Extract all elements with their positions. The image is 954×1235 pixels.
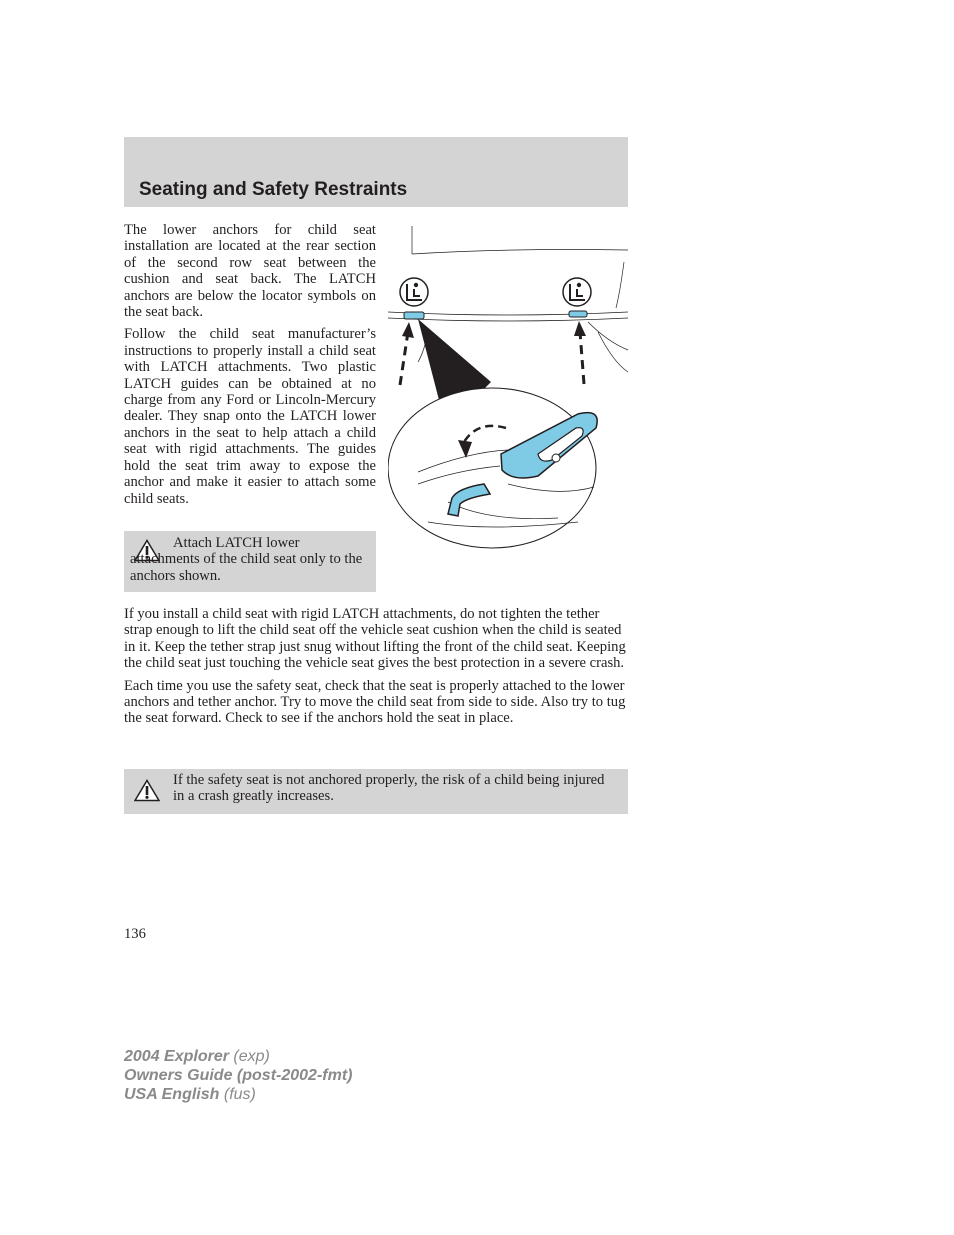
arrow-left-icon: [402, 322, 414, 338]
intro-column: [124, 222, 376, 513]
anchor-left: [404, 312, 424, 319]
locator-symbol-right: [563, 278, 591, 306]
body-paragraph-2: Each time you use the safety seat, check that the seat is properly attached to the lower anchors and tether anchor. Try to move the child seat from side to side. Also try to tug the seat forward. Check to see if the anchors hold the seat in place.: [124, 677, 626, 727]
warning-box-1: [124, 531, 376, 592]
intro-paragraph-2: Follow the child seat manufacturer’s instructions to properly install a child seat with LATCH attachments. Two plastic LATCH guides can be obtained at no charge from any Ford or Lincoln-Mercury dealer. They snap onto the LATCH lower anchors in the seat to help attach a child seat with rigid attachments. The guides hold the seat trim away to expose the anchor and make it easier to attach some child seats.: [124, 326, 376, 507]
footer-line-3: [124, 1085, 352, 1104]
footer-language: USA English: [124, 1086, 220, 1103]
anchor-right: [569, 311, 587, 317]
latch-anchor-illustration: [388, 222, 630, 554]
footer-language-code: (fus): [223, 1086, 256, 1103]
body-column: [124, 606, 630, 727]
page-number: 136: [124, 926, 146, 942]
warning-box-2: [124, 769, 628, 814]
footer-line-1: [124, 1047, 352, 1066]
section-title: Seating and Safety Restraints: [139, 179, 408, 200]
locator-symbol-left: [400, 278, 428, 306]
footer: [124, 1047, 352, 1104]
section-header-band: [124, 137, 628, 207]
warning-1-text: Attach LATCH lower attachments of the child seat only to the anchors shown.: [130, 535, 363, 584]
body-paragraph-1: If you install a child seat with rigid LATCH attachments, do not tighten the tether strap enough to lift the child seat off the vehicle seat cushion when the child is seated in it. Keep the tether strap just snug without lifting the front of the child seat. Keeping the child seat just touching the vehicle seat gives the best protection in a severe crash.: [124, 606, 626, 672]
magnified-view: [388, 388, 596, 548]
arrow-right-icon: [574, 321, 586, 336]
footer-model: 2004 Explorer: [124, 1048, 229, 1065]
warning-2-text: If the safety seat is not anchored properly, the risk of a child being injured in a crash greatly increases.: [173, 772, 605, 805]
footer-line-2: [124, 1066, 352, 1085]
footer-guide: Owners Guide (post-2002-fmt): [124, 1067, 353, 1084]
intro-paragraph-1: The lower anchors for child seat installation are located at the rear section of the second row seat between the cushion and seat back. The LATCH anchors are below the locator symbols on the seat back.: [124, 222, 376, 321]
footer-model-code: (exp): [233, 1048, 270, 1065]
warning-triangle-icon: [134, 779, 160, 802]
